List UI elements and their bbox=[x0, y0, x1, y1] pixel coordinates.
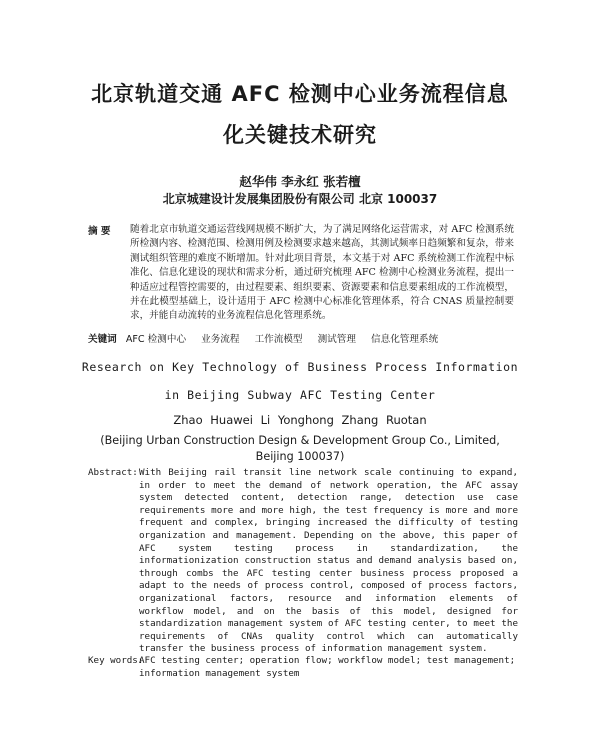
keyword-cn: 信息化管理系统 bbox=[371, 334, 439, 345]
keyword-cn: AFC 检测中心 bbox=[125, 334, 187, 345]
keywords-en-text: AFC testing center; operation flow; workflow model; test management; information management system bbox=[139, 655, 516, 679]
authors-cn: 赵华伟 李永红 张若檀 bbox=[239, 174, 361, 189]
abstract-cn bbox=[90, 223, 514, 324]
keywords-en-label: Key words: bbox=[88, 655, 144, 666]
authors-en: Zhao Huawei Li Yonghong Zhang Ruotan bbox=[173, 413, 427, 427]
abstract-en-text: With Beijing rail transit line network scale continuing to expand, in order to meet the demand of network operation, the AFC assay system detected content, detection range, detection use case requirements more and more high, the test frequency is more and more frequent and complex, bringing increased the difficulty of testing organization and management. Depending on the above, this paper of AFC system testing process in standardization, the informationization construction status and demand analysis based on, through combs the AFC testing center business process proposed a adapt to the needs of process control, composed of process factors, organizational factors, resource and information elements of workflow model, and on the basis of this model, designed for standardization management system of AFC testing center, to meet the requirements of CNAs quality control which can automatically transfer the business process of information management system. bbox=[139, 467, 518, 655]
affiliation-cn: 北京城建设计发展集团股份有限公司 北京 100037 bbox=[162, 192, 438, 206]
keyword-cn: 工作流模型 bbox=[254, 334, 303, 345]
keywords-en bbox=[88, 655, 518, 680]
title-en-line-2: in Beijing Subway AFC Testing Center bbox=[164, 388, 436, 402]
keywords-cn-label: 关键词 bbox=[88, 334, 117, 345]
abstract-en-label: Abstract: bbox=[88, 467, 138, 478]
title-cn-line-1: 北京轨道交通 AFC 检测中心业务流程信息 bbox=[91, 82, 509, 106]
title-cn-line-2: 化关键技术研究 bbox=[223, 123, 377, 147]
title-en-line-1: Research on Key Technology of Business Process Information bbox=[81, 360, 519, 374]
keyword-cn: 业务流程 bbox=[201, 334, 240, 345]
abstract-en bbox=[88, 467, 518, 656]
affiliation-en: (Beijing Urban Construction Design & Development Group Co., Limited, Beijing 100037) bbox=[100, 434, 500, 463]
keywords-cn bbox=[88, 331, 518, 345]
abstract-cn-label: 摘 要 bbox=[88, 226, 111, 237]
keyword-cn: 测试管理 bbox=[317, 334, 356, 345]
abstract-cn-text: 随着北京市轨道交通运营线网规模不断扩大，为了满足网络化运营需求，对 AFC 检测系统所检测内容、检测范围、检测用例及检测要求越来越高，其测试频率日趋频繁和复杂，带来测试组织管理的难度不断增加。针对此项目背景，本文基于对 AFC 系统检测工作流程中标准化、信息化建设的现状和需求分析，通过研究梳理 AFC 检测中心检测业务流程，提出一种适应过程管控需要的，由过程要素、组织要素、资源要素和信息要素组成的工作流模型，并在此模型基础上，设计适用于 AFC 检测中心标准化管理体系，符合 CNAS 质量控制要求，并能自动流转的业务流程信息化管理系统。 bbox=[130, 224, 514, 322]
